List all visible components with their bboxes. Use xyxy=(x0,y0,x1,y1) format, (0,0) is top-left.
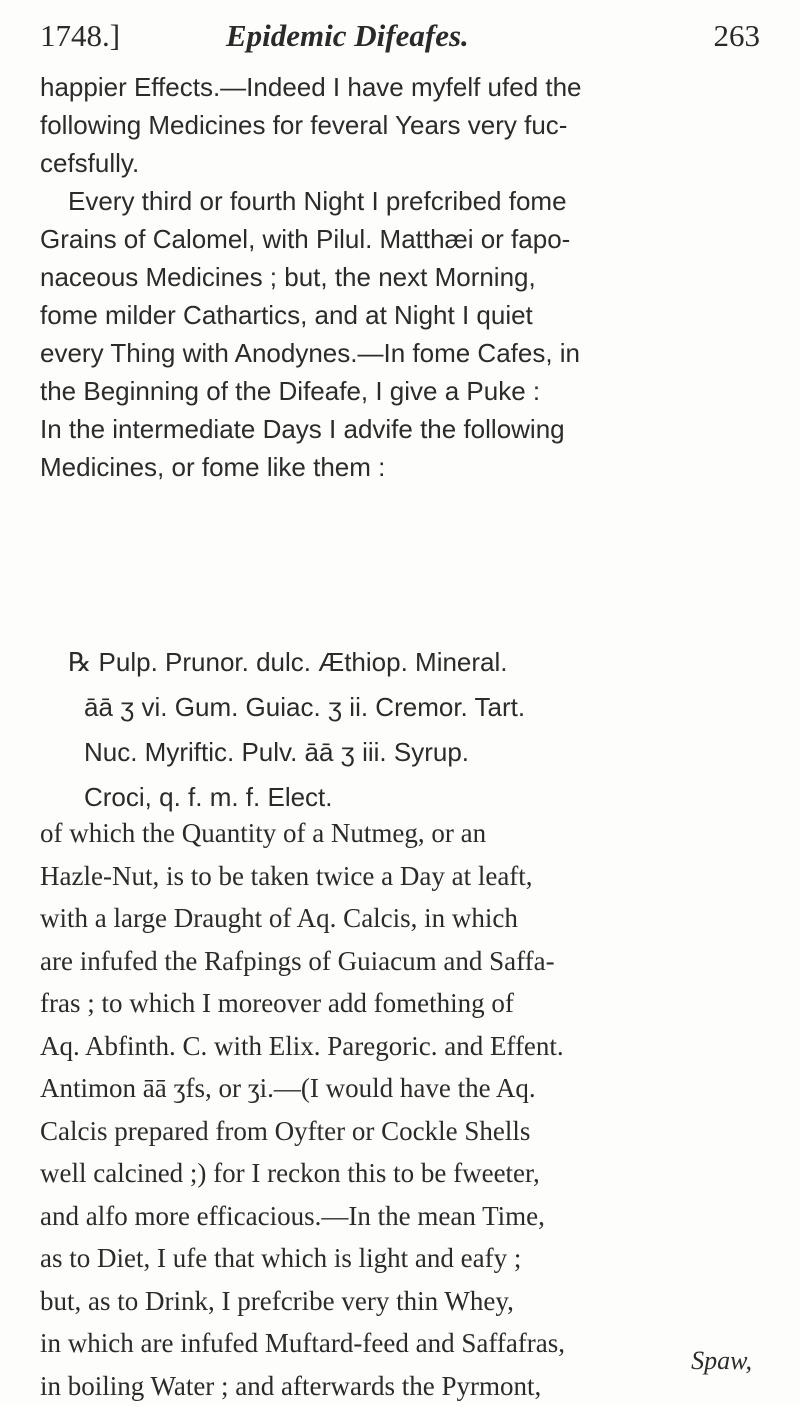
text-line: naceous Medicines ; but, the next Morning, xyxy=(40,258,770,296)
text-line: Grains of Calomel, with Pilul. Matthæi or fapo- xyxy=(40,220,770,258)
catchword: Spaw, xyxy=(691,1346,752,1376)
text-line: cefsfully. xyxy=(40,144,770,182)
recipe-block xyxy=(40,640,770,820)
text-line: Medicines, or fome like them : xyxy=(40,448,770,486)
running-header xyxy=(40,18,760,62)
text-line: with a large Draught of Aq. Calcis, in which xyxy=(40,897,770,940)
text-line: Hazle-Nut, is to be taken twice a Day at leaft, xyxy=(40,855,770,898)
text-line: are infufed the Rafpings of Guiacum and Saffa- xyxy=(40,940,770,983)
text-line: Antimon āā ʒfs, or ʒi.—(I would have the Aq. xyxy=(40,1067,770,1110)
header-year: 1748.] xyxy=(40,18,120,54)
text-line: in which are infufed Muftard-feed and Saffafras, xyxy=(40,1322,770,1365)
text-line: Aq. Abfinth. C. with Elix. Paregoric. and Effent. xyxy=(40,1025,770,1068)
text-line: fras ; to which I moreover add fomething of xyxy=(40,982,770,1025)
recipe-line: āā ʒ vi. Gum. Guiac. ʒ ii. Cremor. Tart. xyxy=(40,685,770,730)
text-line: fome milder Cathartics, and at Night I quiet xyxy=(40,296,770,334)
text-line: but, as to Drink, I prefcribe very thin Whey, xyxy=(40,1280,770,1323)
text-block-top xyxy=(40,68,770,486)
header-title: Epidemic Difeafes. xyxy=(226,18,469,54)
text-line: every Thing with Anodynes.—In fome Cafes, in xyxy=(40,334,770,372)
text-block-bottom xyxy=(40,812,770,1407)
text-line: Calcis prepared from Oyfter or Cockle Shells xyxy=(40,1110,770,1153)
text-line: In the intermediate Days I advife the following xyxy=(40,410,770,448)
text-line: of which the Quantity of a Nutmeg, or an xyxy=(40,812,770,855)
text-line: in boiling Water ; and afterwards the Pyrmont, xyxy=(40,1365,770,1407)
text-line: and alfo more efficacious.—In the mean Time, xyxy=(40,1195,770,1238)
recipe-line: ℞ Pulp. Prunor. dulc. Æthiop. Mineral. xyxy=(40,640,770,685)
recipe-line: Nuc. Myriftic. Pulv. āā ʒ iii. Syrup. xyxy=(40,730,770,775)
text-line: Every third or fourth Night I prefcribed fome xyxy=(40,182,770,220)
text-line: as to Diet, I ufe that which is light and eafy ; xyxy=(40,1237,770,1280)
text-line: happier Effects.—Indeed I have myfelf ufed the xyxy=(40,68,770,106)
recipe-line: Croci, q. f. m. f. Elect. xyxy=(40,775,770,820)
text-line: following Medicines for feveral Years very fuc- xyxy=(40,106,770,144)
page-number: 263 xyxy=(714,18,761,54)
text-line: the Beginning of the Difeafe, I give a Puke : xyxy=(40,372,770,410)
text-line: well calcined ;) for I reckon this to be fweeter, xyxy=(40,1152,770,1195)
